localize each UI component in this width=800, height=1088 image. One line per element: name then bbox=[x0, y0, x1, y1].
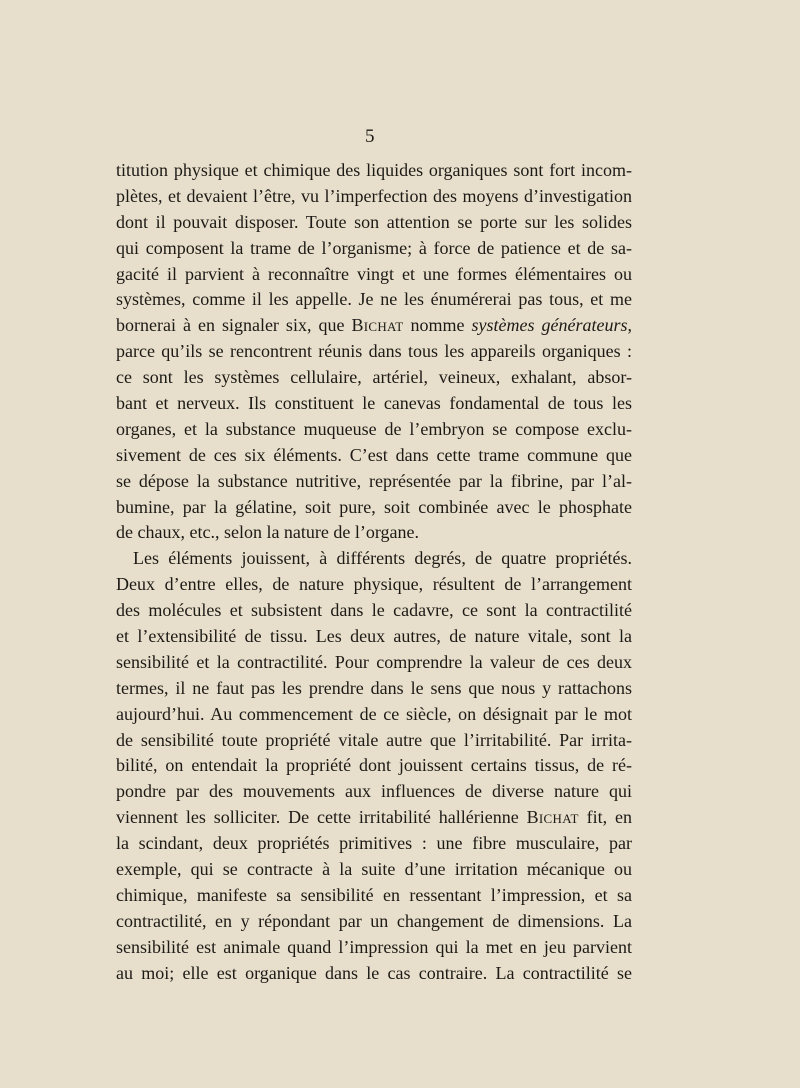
text-line: viennent les solliciter. De cette irritabilité hallérienne Bichat fit, en bbox=[116, 807, 632, 828]
text-line: bilité, on entendait la propriété dont jouissent certains tissus, de ré- bbox=[116, 755, 632, 776]
text-line: bornerai à en signaler six, que Bichat nomme systèmes générateurs, bbox=[116, 315, 632, 336]
text-line: sensibilité et la contractilité. Pour comprendre la valeur de ces deux bbox=[116, 651, 632, 672]
text-line: systèmes, comme il les appelle. Je ne les énumérerai pas tous, et me bbox=[116, 289, 632, 310]
text-line: de sensibilité toute propriété vitale autre que l’irritabilité. Par irrita- bbox=[116, 729, 632, 750]
text-line: organes, et la substance muqueuse de l’embryon se compose exclu- bbox=[116, 418, 632, 439]
text-line: qui composent la trame de l’organisme; à force de patience et de sa- bbox=[116, 237, 632, 258]
text-line: au moi; elle est organique dans le cas contraire. La contractilité se bbox=[116, 962, 632, 983]
page-number: 5 bbox=[365, 126, 375, 147]
text-line: et l’extensibilité de tissu. Les deux autres, de nature vitale, sont la bbox=[116, 626, 632, 647]
text-line: pondre par des mouvements aux influences de diverse nature qui bbox=[116, 781, 632, 802]
text-line: termes, il ne faut pas les prendre dans le sens que nous y rattachons bbox=[116, 677, 632, 698]
text-line: se dépose la substance nutritive, représentée par la fibrine, par l’al- bbox=[116, 470, 632, 491]
text-line: ce sont les systèmes cellulaire, artériel, veineux, exhalant, absor- bbox=[116, 367, 632, 388]
text-line: Deux d’entre elles, de nature physique, résultent de l’arrangement bbox=[116, 574, 632, 595]
text-line: sivement de ces six éléments. C’est dans cette trame commune que bbox=[116, 444, 632, 465]
text-line: titution physique et chimique des liquides organiques sont fort incom- bbox=[116, 160, 632, 180]
text-line: aujourd’hui. Au commencement de ce siècle, on désignait par le mot bbox=[116, 703, 632, 724]
text-line: chimique, manifeste sa sensibilité en ressentant l’impression, et sa bbox=[116, 884, 632, 905]
text-line: plètes, et devaient l’être, vu l’imperfection des moyens d’investigation bbox=[116, 185, 632, 206]
body-text bbox=[116, 158, 632, 987]
text-line: gacité il parvient à reconnaître vingt et une formes élémentaires ou bbox=[116, 263, 632, 284]
text-line: contractilité, en y répondant par un changement de dimensions. La bbox=[116, 910, 632, 931]
text-line: parce qu’ils se rencontrent réunis dans tous les appareils organiques : bbox=[116, 341, 632, 362]
text-line: des molécules et subsistent dans le cadavre, ce sont la contractilité bbox=[116, 600, 632, 621]
text-line: bant et nerveux. Ils constituent le canevas fondamental de tous les bbox=[116, 393, 632, 414]
text-line: la scindant, deux propriétés primitives : une fibre musculaire, par bbox=[116, 833, 632, 854]
text-line: exemple, qui se contracte à la suite d’une irritation mécanique ou bbox=[116, 859, 632, 880]
text-line: dont il pouvait disposer. Toute son attention se porte sur les solides bbox=[116, 211, 632, 232]
italic-term: systèmes générateurs bbox=[471, 315, 628, 336]
paragraph-start: Les éléments jouissent, à différents degrés, de quatre propriétés. bbox=[133, 548, 632, 569]
text-line: sensibilité est animale quand l’impression qui la met en jeu parvient bbox=[116, 936, 632, 957]
text-line: bumine, par la gélatine, soit pure, soit combinée avec le phosphate bbox=[116, 496, 632, 517]
text-line: de chaux, etc., selon la nature de l’organe. bbox=[116, 522, 420, 543]
author-name: Bichat bbox=[526, 807, 579, 828]
author-name: Bichat bbox=[351, 315, 404, 336]
